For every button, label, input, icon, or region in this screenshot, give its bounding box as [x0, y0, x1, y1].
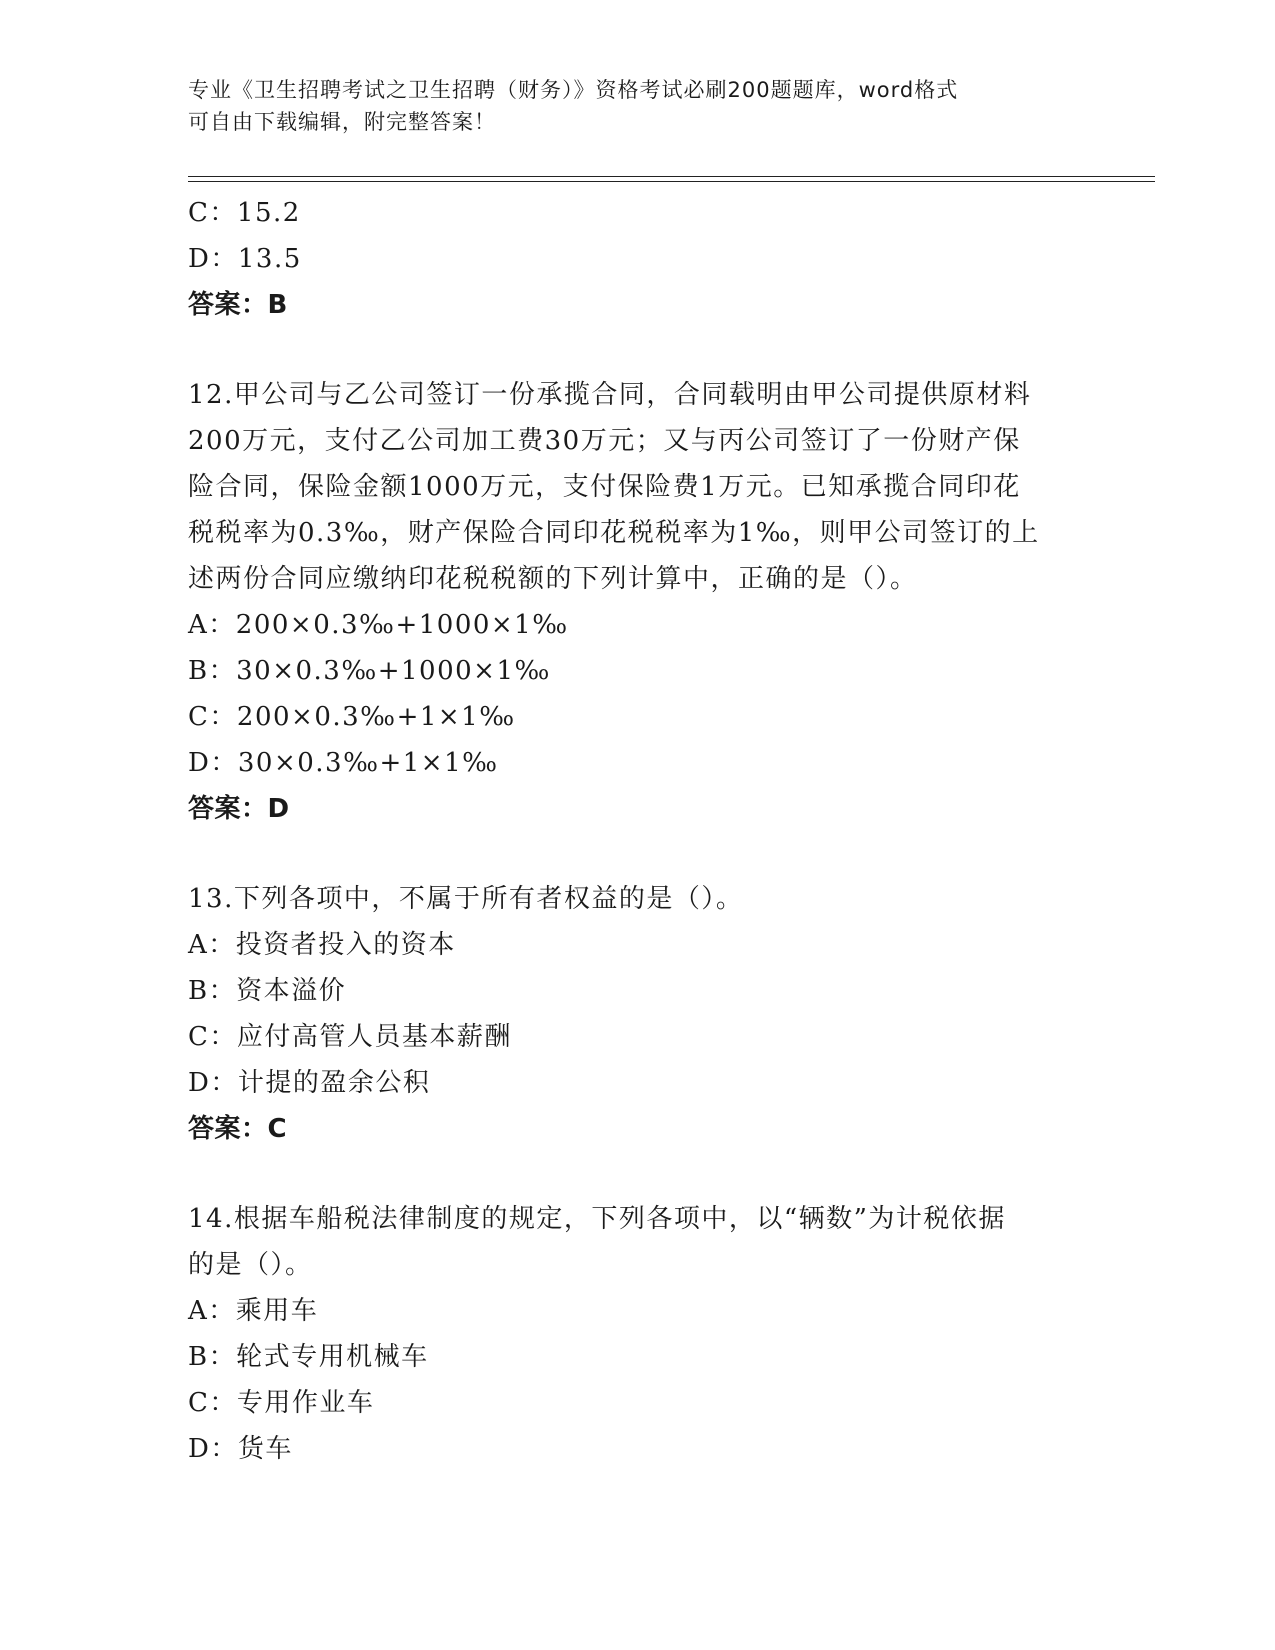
option-text: 货车	[237, 1434, 293, 1464]
option-separator: ：	[209, 1022, 237, 1052]
answer-line: 答案：B	[188, 290, 288, 320]
option-letter: D	[188, 748, 211, 778]
option-letter: D	[188, 244, 211, 274]
option-text: 投资者投入的资本	[235, 930, 456, 960]
option-d	[188, 1060, 1088, 1106]
option-letter: A	[188, 930, 209, 960]
spacer	[188, 1152, 1088, 1196]
question-14	[188, 1196, 1088, 1472]
stem-line: 14.根据车船税法律制度的规定，下列各项中，以“辆数”为计税依据	[188, 1204, 1006, 1234]
option-separator: ：	[208, 1296, 236, 1326]
header-line-2: 可自由下载编辑，附完整答案！	[188, 110, 496, 134]
option-separator: ：	[208, 656, 237, 686]
spacer	[188, 328, 1088, 372]
option-separator: ：	[209, 702, 237, 732]
header-rule-bottom	[188, 181, 1155, 182]
option-text: 200×0.3‰+1×1‰	[236, 702, 516, 732]
option-b	[188, 968, 1088, 1014]
option-letter: C	[188, 198, 210, 228]
option-letter: B	[188, 976, 209, 1006]
option-c	[188, 190, 1088, 236]
option-text: 专用作业车	[236, 1388, 375, 1418]
option-text: 乘用车	[235, 1296, 319, 1326]
option-letter: A	[188, 1296, 209, 1326]
option-text: 13.5	[237, 244, 302, 274]
option-separator: ：	[209, 198, 237, 228]
option-letter: A	[188, 610, 209, 640]
option-b	[188, 1334, 1088, 1380]
option-letter: D	[188, 1068, 211, 1098]
stem-line: 述两份合同应缴纳印花税税额的下列计算中，正确的是（）。	[188, 564, 918, 594]
option-separator: ：	[210, 244, 238, 274]
option-separator: ：	[208, 610, 236, 640]
option-c	[188, 1014, 1088, 1060]
option-text: 200×0.3‰+1000×1‰	[235, 610, 569, 640]
option-letter: C	[188, 1388, 210, 1418]
question-12	[188, 372, 1088, 832]
option-letter: B	[188, 1342, 209, 1372]
option-text: 应付高管人员基本薪酬	[236, 1022, 512, 1052]
answer-line: 答案：C	[188, 1114, 288, 1144]
option-d	[188, 740, 1088, 786]
option-letter: B	[188, 656, 209, 686]
option-text: 轮式专用机械车	[236, 1342, 429, 1372]
page-header	[188, 74, 1068, 138]
stem-line: 12.甲公司与乙公司签订一份承揽合同，合同载明由甲公司提供原材料	[188, 380, 1032, 410]
option-c	[188, 694, 1088, 740]
stem-line: 200万元，支付乙公司加工费30万元；又与丙公司签订了一份财产保	[188, 426, 1021, 456]
spacer	[188, 832, 1088, 876]
option-separator: ：	[210, 1068, 238, 1098]
option-text: 15.2	[236, 198, 301, 228]
option-letter: C	[188, 1022, 210, 1052]
question-stem	[188, 876, 1088, 922]
question-stem	[188, 372, 1088, 602]
question-13	[188, 876, 1088, 1152]
stem-line: 税税率为0.3‰，财产保险合同印花税税率为1‰，则甲公司签订的上	[188, 518, 1040, 548]
option-separator: ：	[208, 1342, 237, 1372]
option-separator: ：	[210, 1434, 238, 1464]
header-line-1: 专业《卫生招聘考试之卫生招聘（财务）》资格考试必刷200题题库，word格式	[188, 78, 959, 102]
previous-question	[188, 190, 1088, 328]
option-letter: C	[188, 702, 210, 732]
option-separator: ：	[208, 976, 237, 1006]
option-letter: D	[188, 1434, 211, 1464]
question-content	[188, 190, 1088, 1472]
option-b	[188, 648, 1088, 694]
option-text: 计提的盈余公积	[237, 1068, 431, 1098]
question-stem	[188, 1196, 1088, 1288]
option-a	[188, 602, 1088, 648]
stem-line: 的是（）。	[188, 1250, 313, 1280]
answer-line: 答案：D	[188, 794, 290, 824]
option-c	[188, 1380, 1088, 1426]
stem-line: 13.下列各项中，不属于所有者权益的是（）。	[188, 884, 744, 914]
stem-line: 险合同，保险金额1000万元，支付保险费1万元。已知承揽合同印花	[188, 472, 1021, 502]
header-rule-top	[188, 176, 1155, 177]
option-a	[188, 922, 1088, 968]
option-d	[188, 1426, 1088, 1472]
option-d	[188, 236, 1088, 282]
option-a	[188, 1288, 1088, 1334]
option-text: 资本溢价	[236, 976, 347, 1006]
option-separator: ：	[210, 748, 238, 778]
option-separator: ：	[209, 1388, 237, 1418]
option-text: 30×0.3‰+1×1‰	[237, 748, 499, 778]
option-separator: ：	[208, 930, 236, 960]
option-text: 30×0.3‰+1000×1‰	[236, 656, 551, 686]
